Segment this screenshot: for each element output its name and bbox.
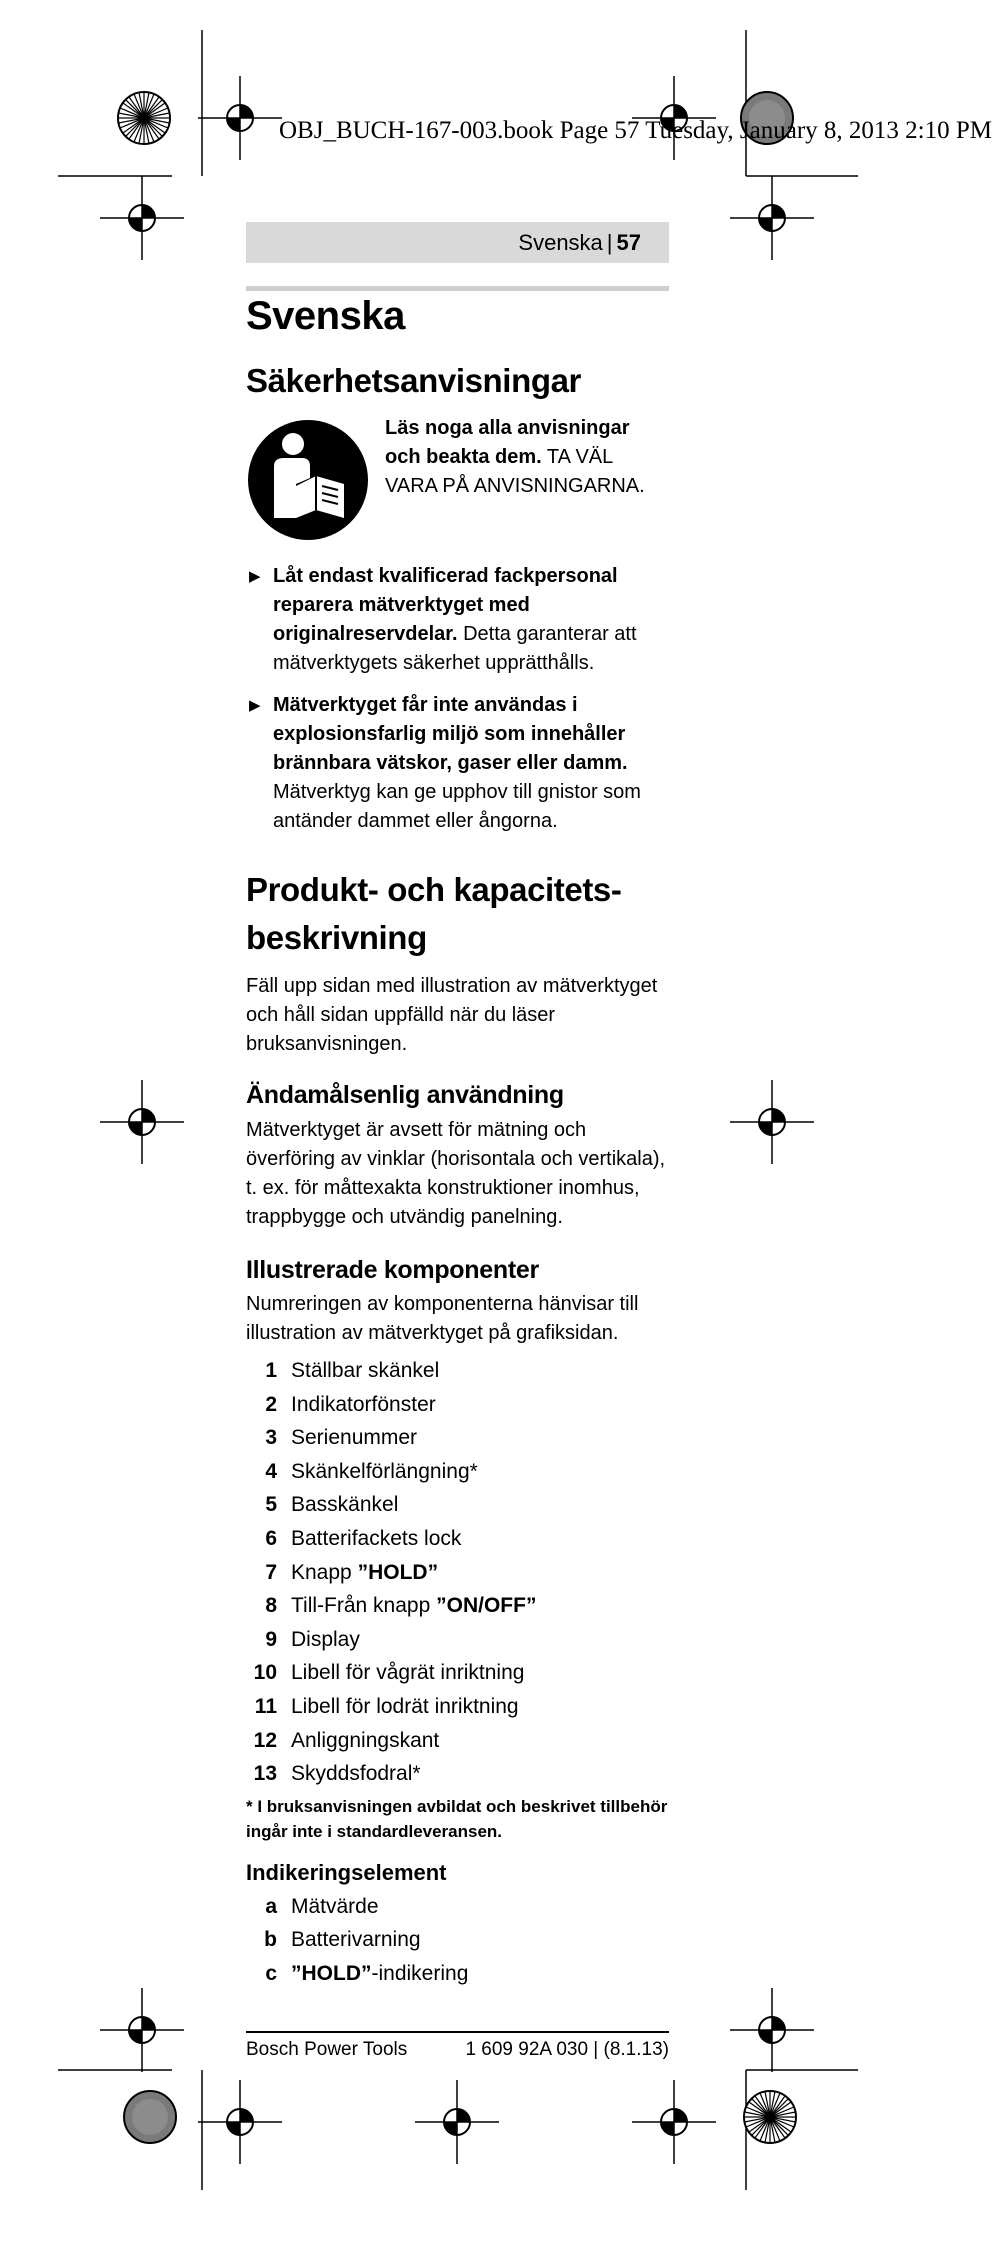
item-highlight: ”ON/OFF” bbox=[436, 1594, 537, 1618]
page-title: Svenska bbox=[246, 294, 405, 338]
safety-heading: Säkerhetsanvisningar bbox=[246, 362, 581, 399]
header-separator: | bbox=[606, 230, 613, 255]
item-number: 5 bbox=[265, 1493, 277, 1517]
item-number: 8 bbox=[265, 1594, 277, 1618]
header-text bbox=[518, 228, 641, 257]
warning-text bbox=[385, 414, 669, 501]
item-text: Serienummer bbox=[291, 1426, 418, 1450]
item-text: Basskänkel bbox=[291, 1493, 399, 1517]
item-text: Ställbar skänkel bbox=[291, 1359, 440, 1382]
item-letter: c bbox=[265, 1961, 277, 1985]
triangle-bullet-icon: ▶ bbox=[249, 568, 261, 585]
bullet-rest: Detta garanterar att mätverktygets säkerhet upprätthålls. bbox=[273, 623, 637, 674]
item-number: 11 bbox=[254, 1694, 277, 1718]
product-intro: Fäll upp sidan med illustration av mätverktyget och håll sidan uppfälld när du läser bruksanvisningen. bbox=[246, 975, 658, 1055]
item-text: Knapp bbox=[291, 1560, 352, 1584]
list-item bbox=[246, 1757, 669, 1791]
list-item bbox=[246, 1388, 669, 1422]
warning-lead: Läs noga alla anvisningar och beakta dem. bbox=[385, 417, 630, 468]
registration-mark-left-bottom bbox=[100, 1988, 184, 2072]
components-intro: Numreringen av komponenterna hänvisar till illustration av mätverktyget på grafiksidan. bbox=[246, 1293, 639, 1344]
list-item bbox=[246, 1589, 669, 1623]
item-highlight: ”HOLD” bbox=[357, 1560, 439, 1584]
bullet-rest: Mätverktyg kan ge upphov till gnistor som antänder dammet eller ångorna. bbox=[273, 781, 641, 832]
components-heading: Illustrerade komponenter bbox=[246, 1256, 539, 1284]
registration-target-bottom-right bbox=[744, 2091, 796, 2143]
list-item bbox=[246, 1957, 669, 1991]
bullet-lead: Mätverktyget får inte användas i explosionsfarlig miljö som innehåller brännbara vätskor, gaser eller damm. bbox=[273, 694, 628, 774]
registration-target-top-left bbox=[118, 92, 170, 144]
list-item bbox=[246, 1724, 669, 1758]
color-target-bottom-left bbox=[124, 2091, 176, 2143]
registration-mark-left-middle bbox=[100, 1080, 184, 1164]
item-number: 10 bbox=[253, 1661, 277, 1685]
list-item bbox=[246, 1690, 669, 1724]
list-item bbox=[246, 1421, 669, 1455]
item-number: 3 bbox=[265, 1426, 277, 1450]
display-heading: Indikeringselement bbox=[246, 1859, 447, 1885]
list-item bbox=[246, 1488, 669, 1522]
item-number: 1 bbox=[265, 1359, 277, 1382]
item-number: 9 bbox=[265, 1627, 277, 1651]
footer-doc-number: 1 609 92A 030 | (8.1.13) bbox=[465, 2039, 669, 2060]
item-number: 4 bbox=[265, 1459, 277, 1483]
page-number: 57 bbox=[616, 230, 641, 255]
footer-rule bbox=[246, 2031, 669, 2033]
registration-mark-right-top bbox=[730, 176, 814, 260]
triangle-bullet-icon: ▶ bbox=[249, 697, 261, 714]
page-content bbox=[246, 290, 669, 1991]
warning-rest: TA VÄL VARA PÅ ANVISNINGARNA. bbox=[385, 446, 645, 497]
item-number: 13 bbox=[253, 1762, 277, 1786]
list-item bbox=[246, 1556, 669, 1590]
item-text: Indikatorfönster bbox=[291, 1392, 436, 1416]
print-slug: OBJ_BUCH-167-003.book Page 57 Tuesday, January 8, 2013 2:10 PM bbox=[279, 117, 992, 144]
item-number: 7 bbox=[265, 1560, 277, 1584]
list-item bbox=[246, 1455, 669, 1489]
list-item bbox=[246, 562, 669, 678]
read-manual-icon bbox=[246, 418, 370, 542]
registration-mark-left-top bbox=[100, 176, 184, 260]
item-text: Libell för vågrät inriktning bbox=[291, 1661, 525, 1685]
item-text: Anliggningskant bbox=[291, 1728, 440, 1752]
item-letter: a bbox=[265, 1894, 277, 1918]
list-item bbox=[246, 691, 669, 836]
item-text: Display bbox=[291, 1627, 360, 1651]
purpose-text: Mätverktyget är avsett för mätning och överföring av vinklar (horisontala och vertikala), t. ex. för måttexakta konstruktioner inomhus, trappbygge och utvändig panelning. bbox=[246, 1119, 666, 1228]
list-item bbox=[246, 1354, 669, 1388]
item-letter: b bbox=[264, 1928, 277, 1952]
footnote: * I bruksanvisningen avbildat och beskrivet tillbehör ingår inte i standardleveransen. bbox=[246, 1796, 668, 1841]
item-text: Skyddsfodral* bbox=[291, 1762, 421, 1786]
registration-mark-right-bottom bbox=[730, 1988, 814, 2072]
safety-bullet-list bbox=[246, 562, 669, 836]
item-text: Libell för lodrät inriktning bbox=[291, 1694, 519, 1718]
footer-brand: Bosch Power Tools bbox=[246, 2039, 408, 2060]
warning-block bbox=[246, 414, 669, 542]
item-text: Batterivarning bbox=[291, 1928, 421, 1952]
list-item bbox=[246, 1923, 669, 1957]
list-item bbox=[246, 1522, 669, 1556]
bullet-lead: Låt endast kvalificerad fackpersonal reparera mätverktyget med originalreservdelar. bbox=[273, 565, 618, 645]
purpose-heading: Ändamålsenlig användning bbox=[246, 1081, 564, 1109]
components-list bbox=[246, 1354, 669, 1791]
registration-mark-bottom-1 bbox=[198, 2080, 282, 2164]
item-text: Till-Från knapp bbox=[291, 1594, 431, 1618]
list-item bbox=[246, 1656, 669, 1690]
product-heading: Produkt- och kapacitetsbeskrivning bbox=[246, 871, 622, 956]
item-text: Batterifackets lock bbox=[291, 1526, 462, 1550]
header-language: Svenska bbox=[518, 230, 603, 255]
registration-mark-bottom-2 bbox=[415, 2080, 499, 2164]
item-text: Mätvärde bbox=[291, 1894, 379, 1918]
list-item bbox=[246, 1623, 669, 1657]
page-header bbox=[246, 222, 669, 263]
registration-mark-top-1 bbox=[198, 76, 282, 160]
display-elements-list bbox=[246, 1890, 669, 1991]
registration-mark-right-middle bbox=[730, 1080, 814, 1164]
item-text: Skänkelförlängning* bbox=[291, 1459, 478, 1483]
item-highlight: ”HOLD” bbox=[291, 1961, 372, 1985]
item-text: -indikering bbox=[371, 1961, 469, 1985]
item-number: 2 bbox=[265, 1392, 277, 1416]
registration-mark-bottom-3 bbox=[632, 2080, 716, 2164]
list-item bbox=[246, 1890, 669, 1924]
item-number: 6 bbox=[265, 1526, 277, 1550]
item-number: 12 bbox=[253, 1728, 277, 1752]
